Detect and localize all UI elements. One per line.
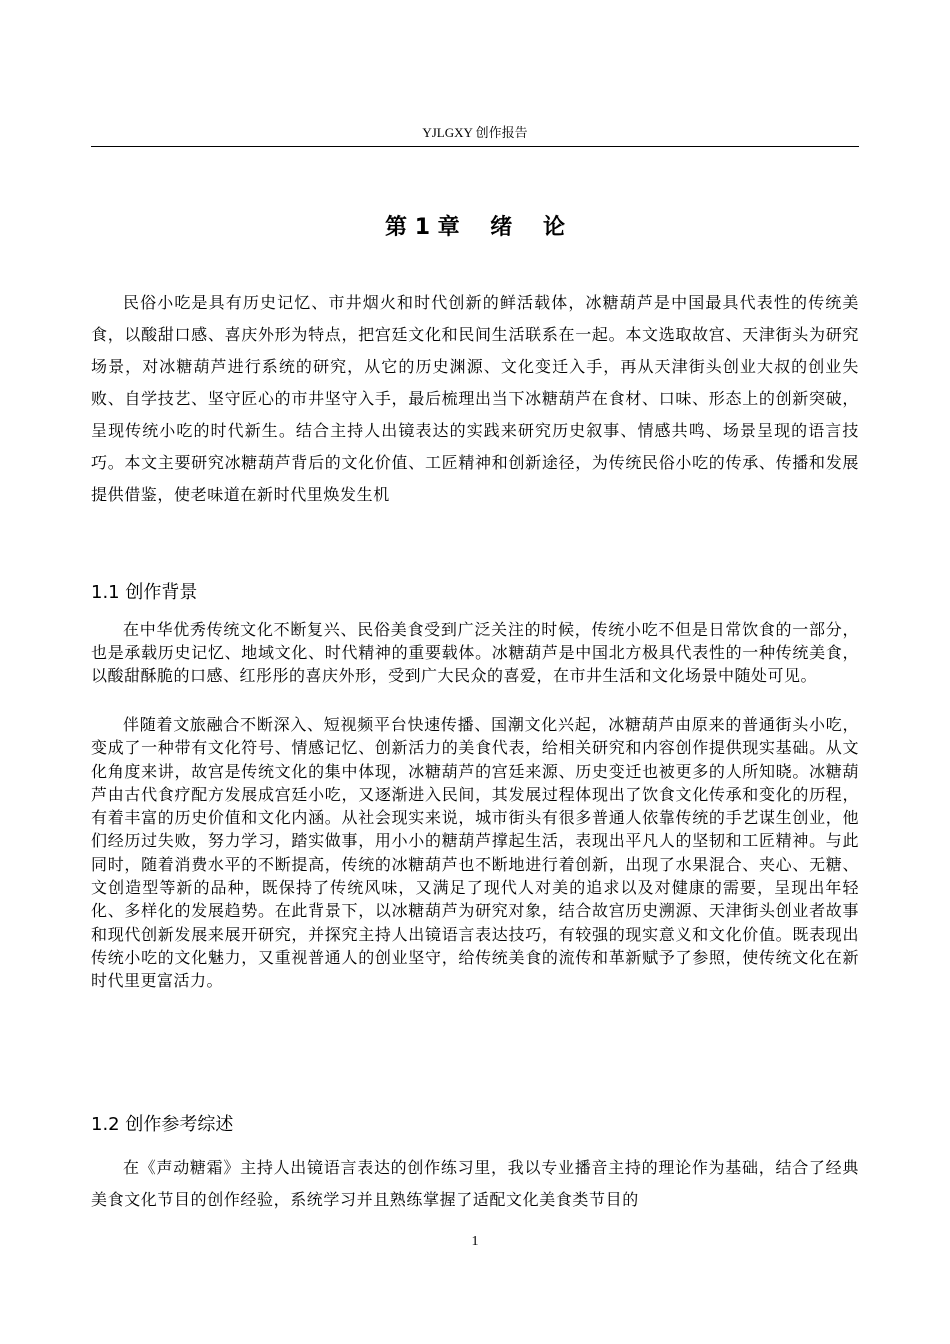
section-heading-1-2: 1.2 创作参考综述	[91, 1114, 234, 1135]
background-paragraph-1: 在中华优秀传统文化不断复兴、民俗美食受到广泛关注的时候，传统小吃不但是日常饮食的一部分，也是承载历史记忆、地域文化、时代精神的重要载体。冰糖葫芦是中国北方极具代表性的一种传统美食，以酸甜酥脆的口感、红彤彤的喜庆外形，受到广大民众的喜爱，在市井生活和文化场景中随处可见。	[91, 620, 859, 685]
background-paragraph-2: 伴随着文旅融合不断深入、短视频平台快速传播、国潮文化兴起，冰糖葫芦由原来的普通街头小吃，变成了一种带有文化符号、情感记忆、创新活力的美食代表，给相关研究和内容创作提供现实基础。从文化角度来讲，故宫是传统文化的集中体现，冰糖葫芦的宫廷来源、历史变迁也被更多的人所知晓。冰糖葫芦由古代食疗配方发展成宫廷小吃，又逐渐进入民间，其发展过程体现出了饮食文化传承和变化的历程，有着丰富的历史价值和文化内涵。从社会现实来说，城市街头有很多普通人依靠传统的手艺谋生创业，他们经历过失败，努力学习，踏实做事，用小小的糖葫芦撑起生活，表现出平凡人的坚韧和工匠精神。与此同时，随着消费水平的不断提高，传统的冰糖葫芦也不断地进行着创新，出现了水果混合、夹心、无糖、文创造型等新的品种，既保持了传统风味，又满足了现代人对美的追求以及对健康的需要，呈现出年轻化、多样化的发展趋势。在此背景下，以冰糖葫芦为研究对象，结合故宫历史溯源、天津街头创业者故事和现代创新发展来展开研究，并探究主持人出镜语言表达技巧，有较强的现实意义和文化价值。既表现出传统小吃的文化魅力，又重视普通人的创业坚守，给传统美食的流传和革新赋予了参照，使传统文化在新时代里更富活力。	[91, 715, 859, 991]
section-heading-1-1: 1.1 创作背景	[91, 582, 198, 603]
intro-paragraph: 民俗小吃是具有历史记忆、市井烟火和时代创新的鲜活载体，冰糖葫芦是中国最具代表性的传统美食，以酸甜口感、喜庆外形为特点，把宫廷文化和民间生活联系在一起。本文选取故宫、天津街头为研究场景，对冰糖葫芦进行系统的研究，从它的历史渊源、文化变迁入手，再从天津街头创业大叔的创业失败、自学技艺、坚守匠心的市井坚守入手，最后梳理出当下冰糖葫芦在食材、口味、形态上的创新突破，呈现传统小吃的时代新生。结合主持人出镜表达的实践来研究历史叙事、情感共鸣、场景呈现的语言技巧。本文主要研究冰糖葫芦背后的文化价值、工匠精神和创新途径，为传统民俗小吃的传承、传播和发展提供借鉴，使老味道在新时代里焕发生机	[91, 293, 859, 504]
page-number: 1	[471, 1234, 479, 1249]
header-rule	[91, 146, 859, 147]
reference-paragraph-1: 在《声动糖霜》主持人出镜语言表达的创作练习里，我以专业播音主持的理论作为基础，结合了经典美食文化节目的创作经验，系统学习并且熟练掌握了适配文化美食类节目的	[91, 1158, 859, 1209]
page-header: YJLGXY 创作报告	[422, 125, 528, 140]
chapter-title: 第 1 章 绪 论	[385, 215, 565, 240]
